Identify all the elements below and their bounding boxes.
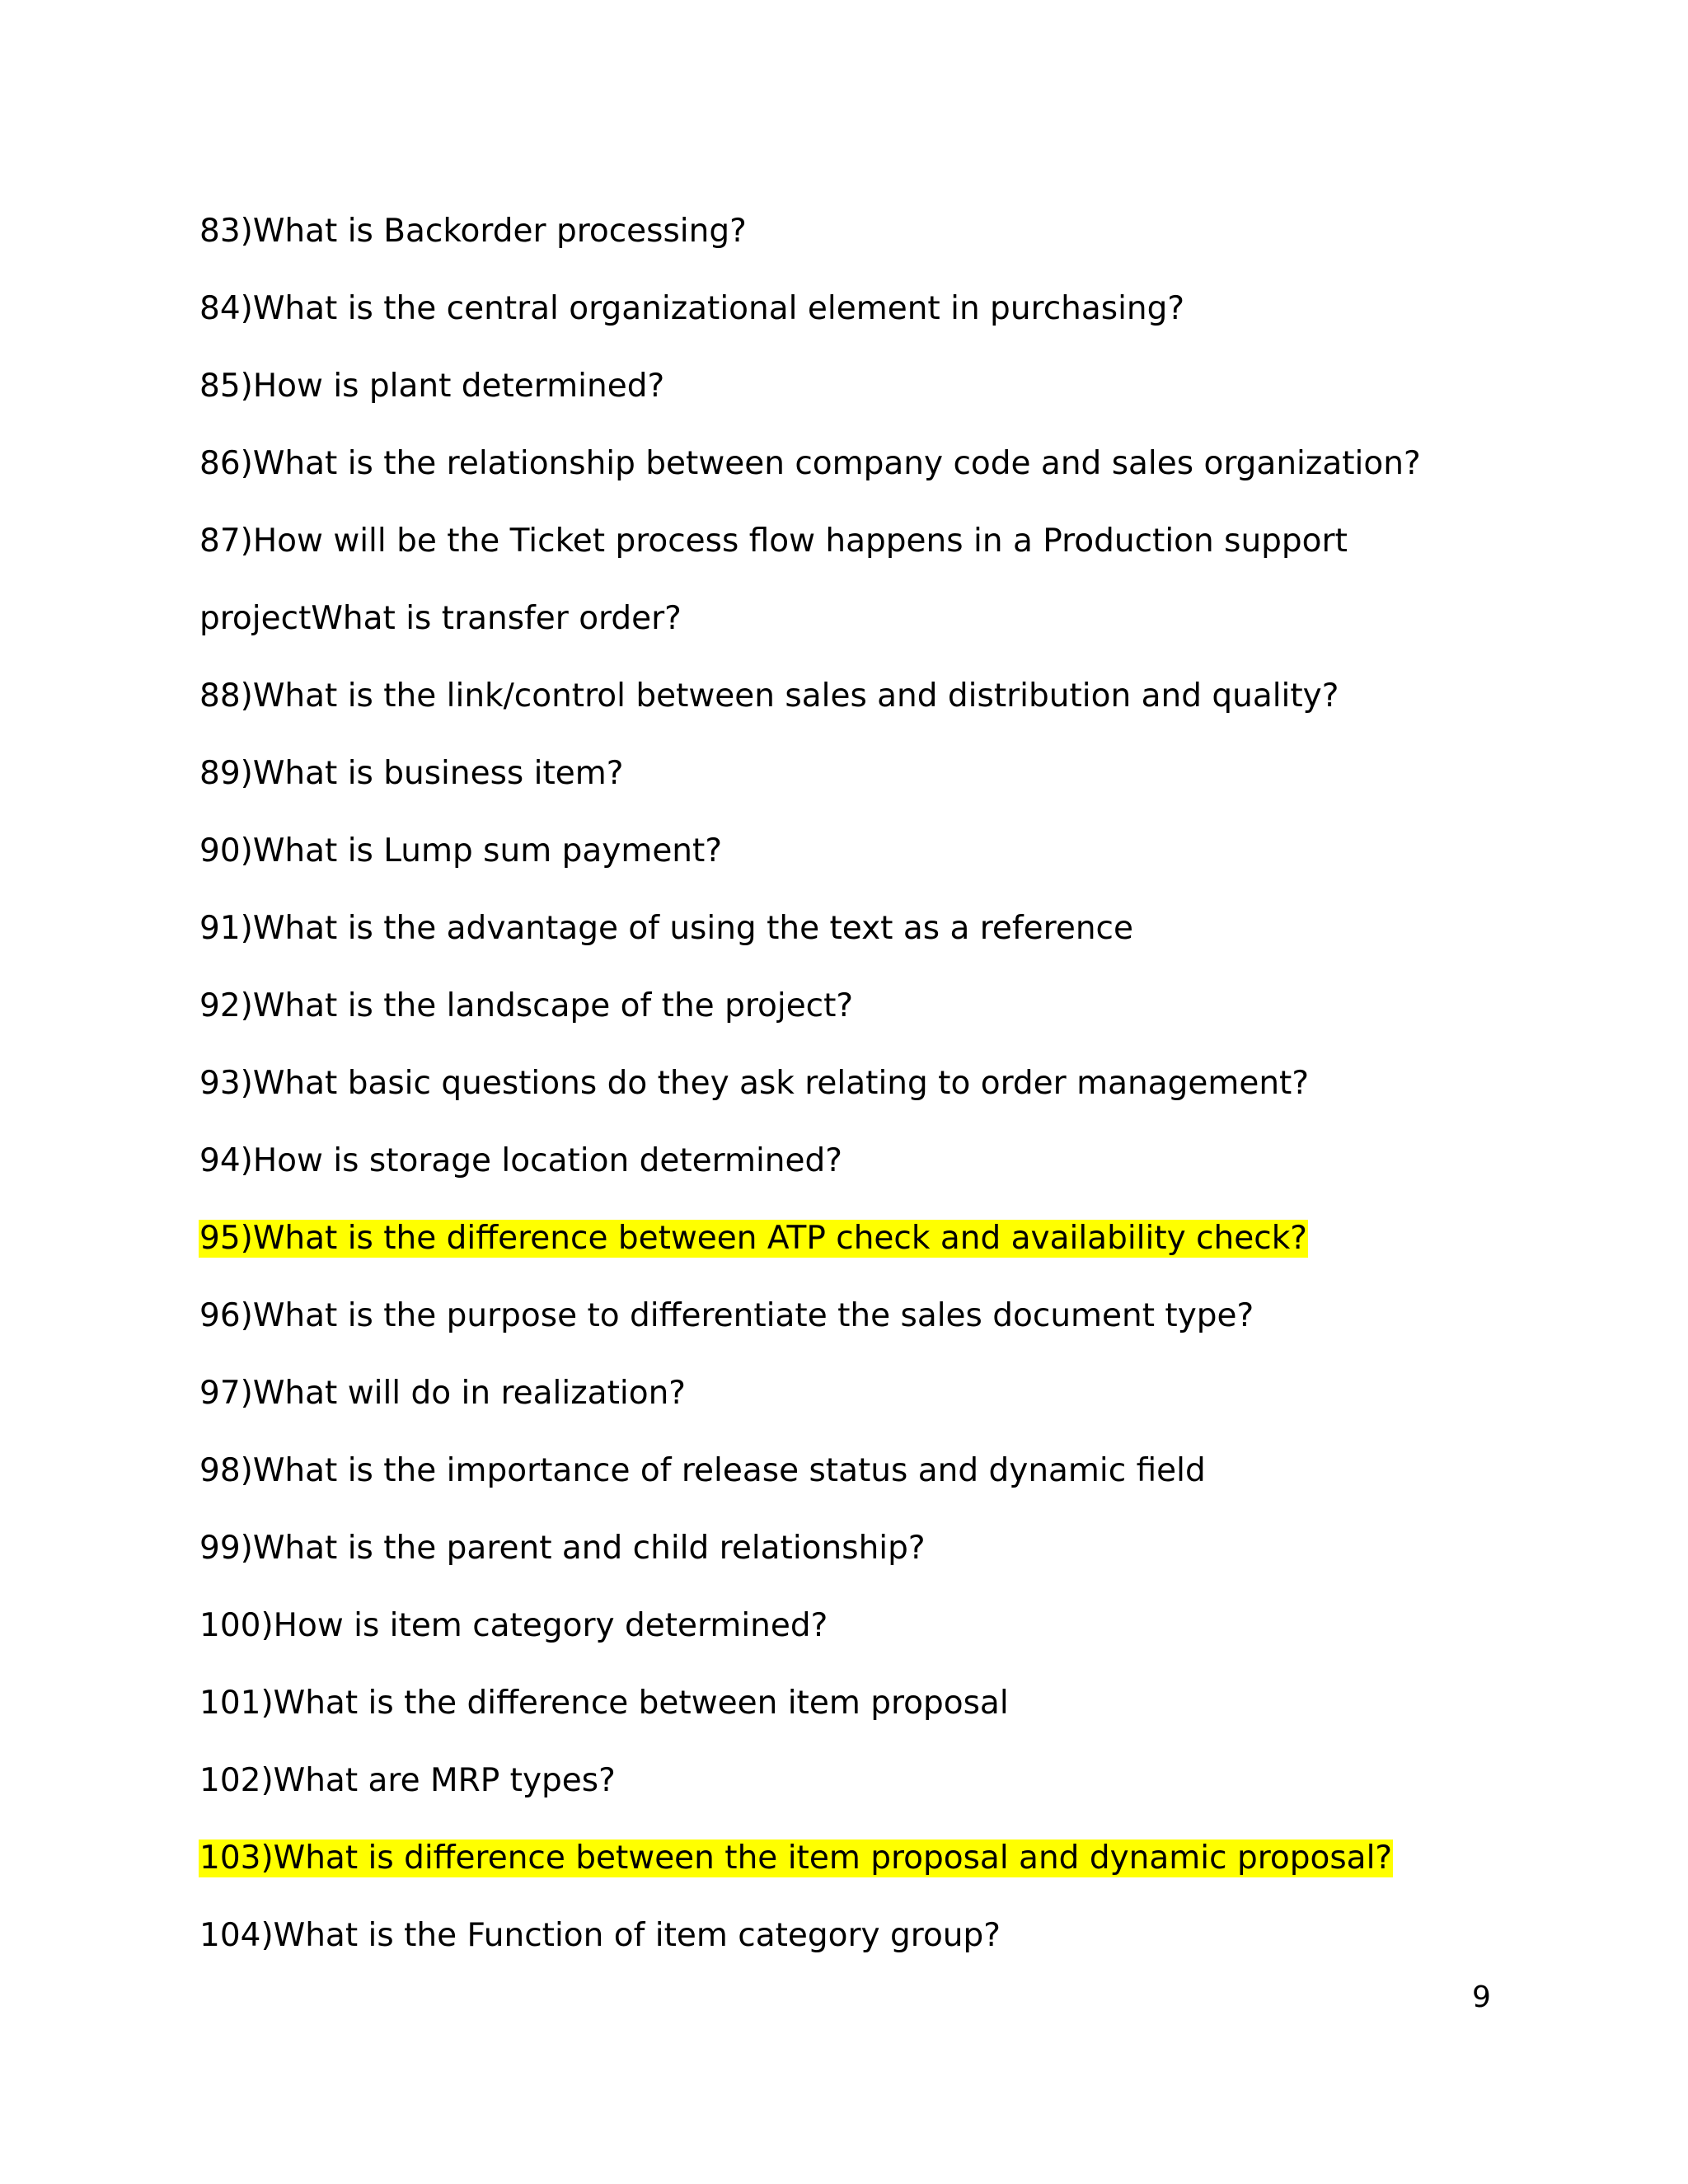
question-line bbox=[199, 735, 1484, 813]
question-line bbox=[199, 813, 1484, 890]
question-text: 87)How will be the Ticket process flow happens in a Production support bbox=[199, 523, 1348, 560]
question-text: 102)What are MRP types? bbox=[199, 1762, 616, 1799]
question-text: 103)What is difference between the item proposal and dynamic proposal? bbox=[199, 1840, 1393, 1877]
question-text: 104)What is the Function of item category group? bbox=[199, 1917, 1001, 1954]
question-line bbox=[199, 1432, 1484, 1510]
question-text: 100)How is item category determined? bbox=[199, 1607, 828, 1644]
question-text: 84)What is the central organizational element in purchasing? bbox=[199, 290, 1185, 327]
question-line bbox=[199, 503, 1484, 580]
question-text: 94)How is storage location determined? bbox=[199, 1142, 842, 1179]
question-text: 95)What is the difference between ATP check and availability check? bbox=[199, 1220, 1307, 1257]
question-line bbox=[199, 1742, 1484, 1820]
question-line bbox=[199, 890, 1484, 968]
question-line bbox=[199, 1045, 1484, 1122]
question-line bbox=[199, 270, 1484, 348]
question-text: 85)How is plant determined? bbox=[199, 368, 665, 405]
question-list bbox=[199, 193, 1484, 1975]
question-line bbox=[199, 1897, 1484, 1975]
question-text: 92)What is the landscape of the project? bbox=[199, 987, 854, 1024]
question-line bbox=[199, 348, 1484, 425]
question-text: projectWhat is transfer order? bbox=[199, 600, 682, 637]
question-line bbox=[199, 1665, 1484, 1742]
question-line bbox=[199, 1277, 1484, 1355]
question-line-highlighted bbox=[199, 1820, 1484, 1897]
question-text: 98)What is the importance of release status and dynamic field bbox=[199, 1452, 1206, 1489]
question-line bbox=[199, 1587, 1484, 1665]
question-line bbox=[199, 425, 1484, 503]
question-text: 83)What is Backorder processing? bbox=[199, 213, 747, 250]
question-line bbox=[199, 1122, 1484, 1200]
question-line-highlighted bbox=[199, 1200, 1484, 1277]
question-text: 89)What is business item? bbox=[199, 755, 624, 792]
question-text: 91)What is the advantage of using the text as a reference bbox=[199, 910, 1133, 947]
question-line bbox=[199, 1510, 1484, 1587]
question-line bbox=[199, 580, 1484, 658]
question-text: 96)What is the purpose to differentiate the sales document type? bbox=[199, 1297, 1254, 1334]
question-text: 88)What is the link/control between sales and distribution and quality? bbox=[199, 677, 1339, 715]
question-line bbox=[199, 658, 1484, 735]
question-text: 99)What is the parent and child relationship? bbox=[199, 1530, 926, 1567]
question-text: 101)What is the difference between item proposal bbox=[199, 1685, 1009, 1722]
question-text: 93)What basic questions do they ask relating to order management? bbox=[199, 1065, 1310, 1102]
question-text: 97)What will do in realization? bbox=[199, 1375, 686, 1412]
question-text: 86)What is the relationship between company code and sales organization? bbox=[199, 445, 1421, 482]
question-text: 90)What is Lump sum payment? bbox=[199, 832, 723, 869]
question-line bbox=[199, 193, 1484, 270]
page-number: 9 bbox=[1472, 1980, 1491, 2014]
question-line bbox=[199, 968, 1484, 1045]
question-line bbox=[199, 1355, 1484, 1432]
